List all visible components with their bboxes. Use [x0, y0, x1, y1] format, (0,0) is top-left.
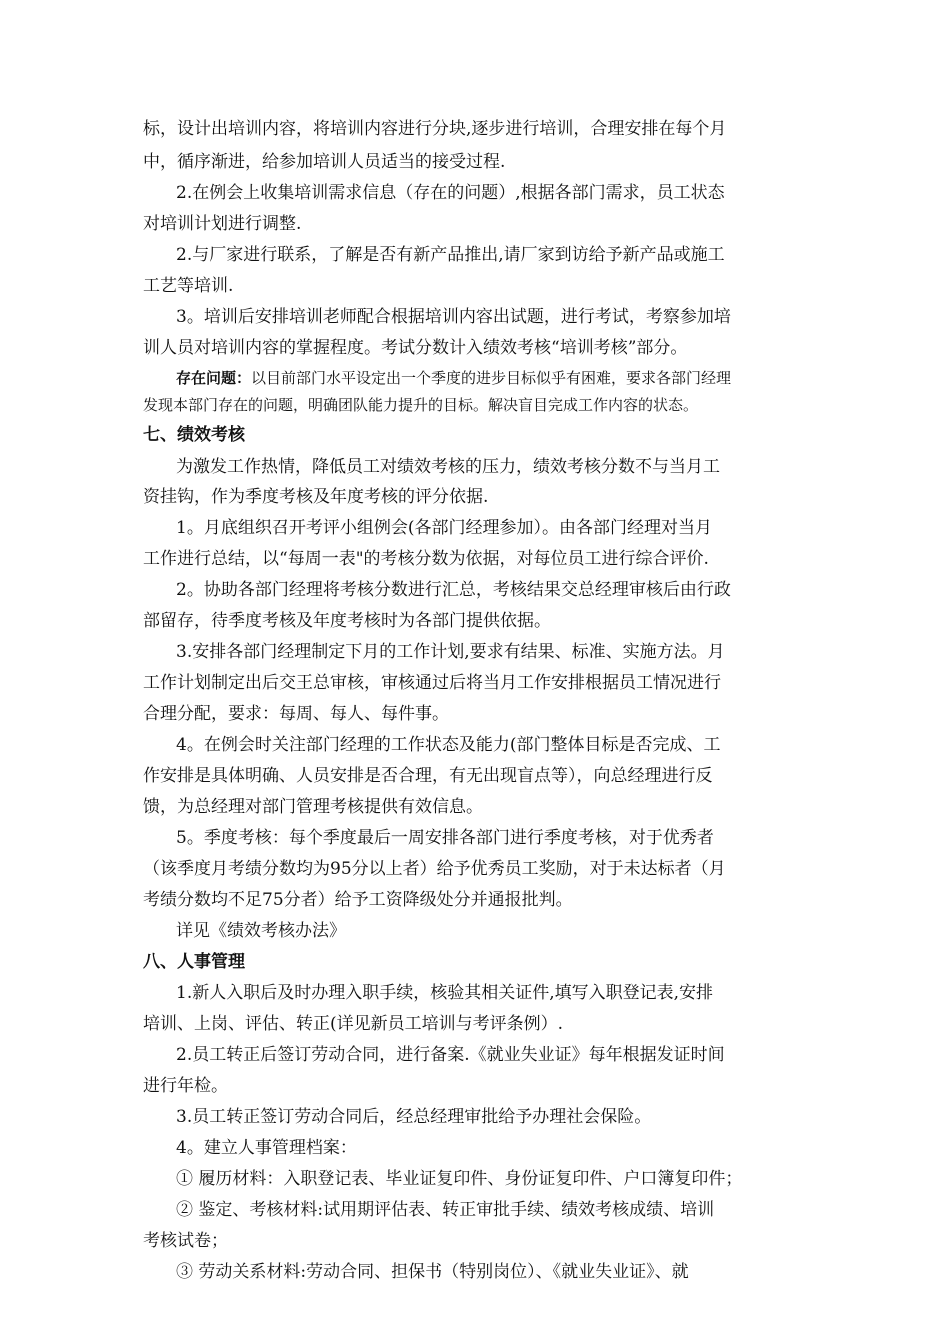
text-line: 作安排是具体明确、人员安排是否合理，有无出现盲点等），向总经理进行反 [143, 766, 713, 786]
text-line: 资挂钩，作为季度考核及年度考核的评分依据. [143, 487, 489, 507]
text-line: 考绩分数均不足75分者）给予工资降级处分并通报批判。 [143, 890, 573, 910]
text-line: 进行年检。 [143, 1076, 228, 1096]
text-line: 对培训计划进行调整. [143, 214, 302, 234]
text-line: 2.在例会上收集培训需求信息（存在的问题）,根据各部门需求，员工状态 [176, 183, 725, 203]
text-line: 部留存，待季度考核及年度考核时为各部门提供依据。 [143, 611, 551, 631]
issue-text: 以目前部门水平设定出一个季度的进步目标似乎有困难，要求各部门经理 [251, 369, 732, 387]
text-line: 2.与厂家进行联系，了解是否有新产品推出,请厂家到访给予新产品或施工 [176, 245, 725, 265]
text-line: 标，设计出培训内容，将培训内容进行分块,逐步进行培训，合理安排在每个月 [143, 119, 727, 139]
text-line: 4。建立人事管理档案： [176, 1138, 357, 1158]
text-line: 为激发工作热情，降低员工对绩效考核的压力，绩效考核分数不与当月工 [176, 457, 720, 477]
text-line: 1.新人入职后及时办理入职手续，核验其相关证件,填写入职登记表,安排 [176, 983, 714, 1003]
list-item: ③ 劳动关系材料:劳动合同、担保书（特别岗位）、《就业失业证》、就 [176, 1262, 689, 1282]
text-line: 2.员工转正后签订劳动合同，进行备案.《就业失业证》每年根据发证时间 [176, 1045, 725, 1065]
issue-note-line [176, 366, 856, 390]
text-line: 考核试卷； [143, 1231, 228, 1251]
text-line: 工作计划制定出后交王总审核，审核通过后将当月工作安排根据员工情况进行 [143, 673, 721, 693]
text-line: 3.安排各部门经理制定下月的工作计划,要求有结果、标准、实施方法。月 [176, 642, 725, 662]
text-line: 合理分配，要求：每周、每人、每件事。 [143, 704, 449, 724]
section-heading-performance: 七、绩效考核 [143, 425, 245, 445]
text-line: 1。月底组织召开考评小组例会(各部门经理参加）。由各部门经理对当月 [176, 518, 712, 538]
text-line: 4。在例会时关注部门经理的工作状态及能力(部门整体目标是否完成、工 [176, 735, 721, 755]
list-item: ① 履历材料：入职登记表、毕业证复印件、身份证复印件、户口簿复印件； [176, 1169, 743, 1189]
text-line: 中，循序渐进，给参加培训人员适当的接受过程. [143, 152, 506, 172]
text-line: 2。协助各部门经理将考核分数进行汇总，考核结果交总经理审核后由行政 [176, 580, 731, 600]
text-line: 3。培训后安排培训老师配合根据培训内容出试题，进行考试，考察参加培 [176, 307, 731, 327]
text-line: 5。季度考核：每个季度最后一周安排各部门进行季度考核，对于优秀者 [176, 828, 714, 848]
list-item: ② 鉴定、考核材料:试用期评估表、转正审批手续、绩效考核成绩、培训 [176, 1200, 715, 1220]
text-line: （该季度月考绩分数均为95分以上者）给予优秀员工奖励，对于未达标者（月 [143, 859, 726, 879]
text-line: 工作进行总结，以“每周一表"的考核分数为依据，对每位员工进行综合评价. [143, 549, 709, 569]
text-line: 发现本部门存在的问题，明确团队能力提升的目标。解决盲目完成工作内容的状态。 [143, 396, 699, 414]
section-heading-personnel: 八、人事管理 [143, 952, 245, 972]
text-line: 工艺等培训. [143, 276, 234, 296]
text-line: 培训、上岗、评估、转正(详见新员工培训与考评条例）. [143, 1014, 564, 1034]
text-line: 详见《绩效考核办法》 [176, 921, 346, 941]
issue-label: 存在问题： [176, 369, 252, 387]
text-line: 训人员对培训内容的掌握程度。考试分数计入绩效考核“培训考核”部分。 [143, 338, 688, 358]
text-line: 3.员工转正签订劳动合同后，经总经理审批给予办理社会保险。 [176, 1107, 652, 1127]
text-line: 馈，为总经理对部门管理考核提供有效信息。 [143, 797, 483, 817]
